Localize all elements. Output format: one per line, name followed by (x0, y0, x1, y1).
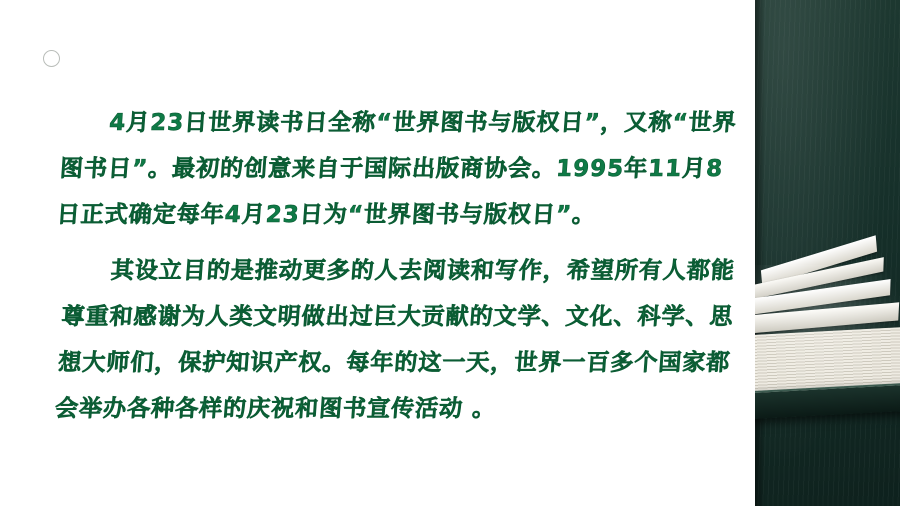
paragraph-2: 其设立目的是推动更多的人去阅读和写作，希望所有人都能尊重和感谢为人类文明做出过巨大贡献的文学、文化、科学、思想大师们，保护知识产权。每年的这一天，世界一百多个国家都会举办各种各样的庆祝和图书宣传活动 。 (54, 258, 736, 422)
decorative-side-panel (755, 0, 900, 506)
open-book-illustration (755, 245, 900, 505)
circle-outline-icon (43, 50, 60, 67)
slide-body-text (54, 100, 740, 442)
paragraph-1: 4月23日世界读书日全称“世界图书与版权日”，又称“世界图书日”。最初的创意来自于国际出版商协会。1995年11月8日正式确定每年4月23日为“世界图书与版权日”。 (55, 110, 738, 228)
